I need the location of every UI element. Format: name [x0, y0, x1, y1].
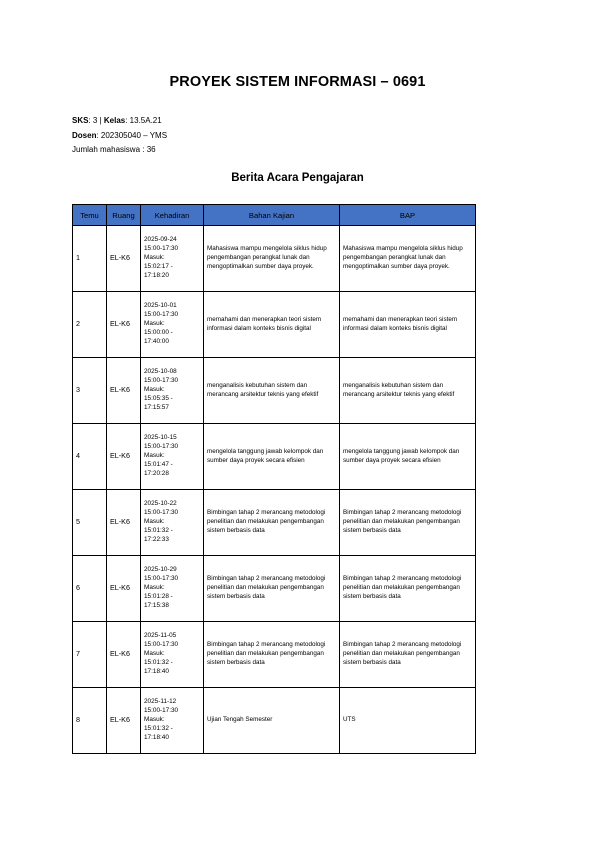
kehadiran-line: 15:00-17:30: [144, 707, 179, 715]
cell-temu: 4: [73, 424, 107, 490]
kehadiran-line: 17:15:57: [144, 403, 169, 411]
cell-ruang: EL-K6: [107, 226, 141, 292]
cell-bahan-kajian: Bimbingan tahap 2 merancang metodologi penelitian dan melakukan pengembangan sistem berbasis data: [204, 490, 340, 556]
kehadiran-line: 15:00-17:30: [144, 377, 179, 385]
kehadiran-line: 17:18:40: [144, 733, 169, 741]
kehadiran-line: Masuk:: [144, 386, 165, 394]
kehadiran-line: 2025-10-29: [144, 566, 177, 574]
dosen-label: Dosen: [72, 130, 97, 140]
cell-temu: 3: [73, 358, 107, 424]
kehadiran-line: Masuk:: [144, 320, 165, 328]
kehadiran-line: 17:40:00: [144, 337, 169, 345]
cell-bap: Bimbingan tahap 2 merancang metodologi penelitian dan melakukan pengembangan sistem berbasis data: [340, 622, 476, 688]
kehadiran-line: 15:01:47 -: [144, 460, 173, 468]
cell-ruang: EL-K6: [107, 490, 141, 556]
cell-kehadiran: [141, 688, 204, 754]
cell-kehadiran: [141, 490, 204, 556]
cell-bap: Bimbingan tahap 2 merancang metodologi penelitian dan melakukan pengembangan sistem berbasis data: [340, 490, 476, 556]
kehadiran-line: 17:18:40: [144, 667, 169, 675]
table-header-row: [73, 205, 476, 226]
bap-table: [72, 204, 476, 754]
cell-temu: 2: [73, 292, 107, 358]
kehadiran-line: Masuk:: [144, 518, 165, 526]
cell-bahan-kajian: memahami dan menerapkan teori sistem informasi dalam konteks bisnis digital: [204, 292, 340, 358]
kehadiran-line: 2025-10-01: [144, 302, 177, 310]
table-row: [73, 556, 476, 622]
kehadiran-line: 15:02:17 -: [144, 262, 173, 270]
header-kehadiran: Kehadiran: [141, 205, 204, 226]
cell-temu: 1: [73, 226, 107, 292]
table-row: [73, 358, 476, 424]
section-title: Berita Acara Pengajaran: [231, 172, 364, 184]
kehadiran-line: 15:01:32 -: [144, 724, 173, 732]
table-row: [73, 292, 476, 358]
kehadiran-line: 2025-10-15: [144, 434, 177, 442]
kehadiran-line: 17:18:20: [144, 271, 169, 279]
cell-bahan-kajian: menganalisis kebutuhan sistem dan merancang arsitektur teknis yang efektif: [204, 358, 340, 424]
kehadiran-line: 15:00:00 -: [144, 328, 173, 336]
kehadiran-line: 2025-11-05: [144, 632, 177, 640]
table-row: [73, 688, 476, 754]
kehadiran-line: 17:22:33: [144, 535, 169, 543]
kehadiran-line: 15:00-17:30: [144, 311, 179, 319]
cell-bap: Bimbingan tahap 2 merancang metodologi penelitian dan melakukan pengembangan sistem berbasis data: [340, 556, 476, 622]
kelas-label: Kelas: [103, 116, 126, 125]
cell-ruang: EL-K6: [107, 424, 141, 490]
sks-kelas-line: [72, 114, 167, 129]
kehadiran-line: Masuk:: [144, 716, 165, 724]
cell-bap: memahami dan menerapkan teori sistem informasi dalam konteks bisnis digital: [340, 292, 476, 358]
cell-bap: UTS: [340, 688, 476, 754]
jumlah-mahasiswa: Jumlah mahasiswa : 36: [72, 145, 156, 154]
course-meta: [72, 114, 167, 158]
cell-ruang: EL-K6: [107, 292, 141, 358]
kehadiran-line: 15:00-17:30: [144, 509, 179, 517]
cell-bahan-kajian: Bimbingan tahap 2 merancang metodologi penelitian dan melakukan pengembangan sistem berbasis data: [204, 556, 340, 622]
cell-kehadiran: [141, 556, 204, 622]
kehadiran-line: 2025-10-08: [144, 368, 177, 376]
kehadiran-line: 15:00-17:30: [144, 641, 179, 649]
kehadiran-line: 17:20:28: [144, 469, 169, 477]
dosen-value: : 202305040 – YMS: [96, 130, 168, 140]
cell-temu: 8: [73, 688, 107, 754]
kehadiran-line: 15:00-17:30: [144, 575, 179, 583]
kehadiran-line: 15:01:32 -: [144, 526, 173, 534]
cell-bap: menganalisis kebutuhan sistem dan merancang arsitektur teknis yang efektif: [340, 358, 476, 424]
table-row: [73, 226, 476, 292]
kehadiran-line: 15:00-17:30: [144, 443, 179, 451]
cell-kehadiran: [141, 358, 204, 424]
cell-temu: 7: [73, 622, 107, 688]
document-title: PROYEK SISTEM INFORMASI – 0691: [169, 74, 426, 90]
cell-kehadiran: [141, 424, 204, 490]
cell-bap: Mahasiswa mampu mengelola siklus hidup pengembangan perangkat lunak dan mengoptimalkan sumber daya proyek.: [340, 226, 476, 292]
cell-ruang: EL-K6: [107, 556, 141, 622]
cell-bap: mengelola tanggung jawab kelompok dan sumber daya proyek secara efisien: [340, 424, 476, 490]
cell-kehadiran: [141, 622, 204, 688]
sks-label: SKS: [72, 116, 89, 125]
cell-temu: 6: [73, 556, 107, 622]
kehadiran-line: 15:01:32 -: [144, 658, 173, 666]
cell-bahan-kajian: Bimbingan tahap 2 merancang metodologi penelitian dan melakukan pengembangan sistem berbasis data: [204, 622, 340, 688]
kehadiran-line: 15:00-17:30: [144, 245, 179, 253]
cell-ruang: EL-K6: [107, 688, 141, 754]
cell-kehadiran: [141, 292, 204, 358]
kehadiran-line: 17:15:38: [144, 601, 169, 609]
table-row: [73, 490, 476, 556]
kehadiran-line: Masuk:: [144, 254, 165, 262]
kehadiran-line: Masuk:: [144, 452, 165, 460]
cell-bahan-kajian: Ujian Tengah Semester: [204, 688, 340, 754]
table-row: [73, 424, 476, 490]
kelas-value: : 13.5A.21: [125, 116, 162, 125]
header-temu: Temu: [73, 205, 107, 226]
cell-kehadiran: [141, 226, 204, 292]
header-bahan-kajian: Bahan Kajian: [204, 205, 340, 226]
cell-temu: 5: [73, 490, 107, 556]
cell-bahan-kajian: mengelola tanggung jawab kelompok dan sumber daya proyek secara efisien: [204, 424, 340, 490]
header-ruang: Ruang: [107, 205, 141, 226]
table-row: [73, 622, 476, 688]
kehadiran-line: 15:01:28 -: [144, 592, 173, 600]
kehadiran-line: 2025-11-12: [144, 698, 177, 706]
sks-value: : 3 |: [88, 116, 104, 125]
kehadiran-line: 2025-10-22: [144, 500, 177, 508]
kehadiran-line: 2025-09-24: [144, 236, 177, 244]
header-bap: BAP: [340, 205, 476, 226]
kehadiran-line: Masuk:: [144, 584, 165, 592]
cell-ruang: EL-K6: [107, 622, 141, 688]
kehadiran-line: 15:05:35 -: [144, 394, 173, 402]
cell-ruang: EL-K6: [107, 358, 141, 424]
cell-bahan-kajian: Mahasiswa mampu mengelola siklus hidup pengembangan perangkat lunak dan mengoptimalkan sumber daya proyek.: [204, 226, 340, 292]
dosen-line: [72, 129, 167, 144]
kehadiran-line: Masuk:: [144, 650, 165, 658]
